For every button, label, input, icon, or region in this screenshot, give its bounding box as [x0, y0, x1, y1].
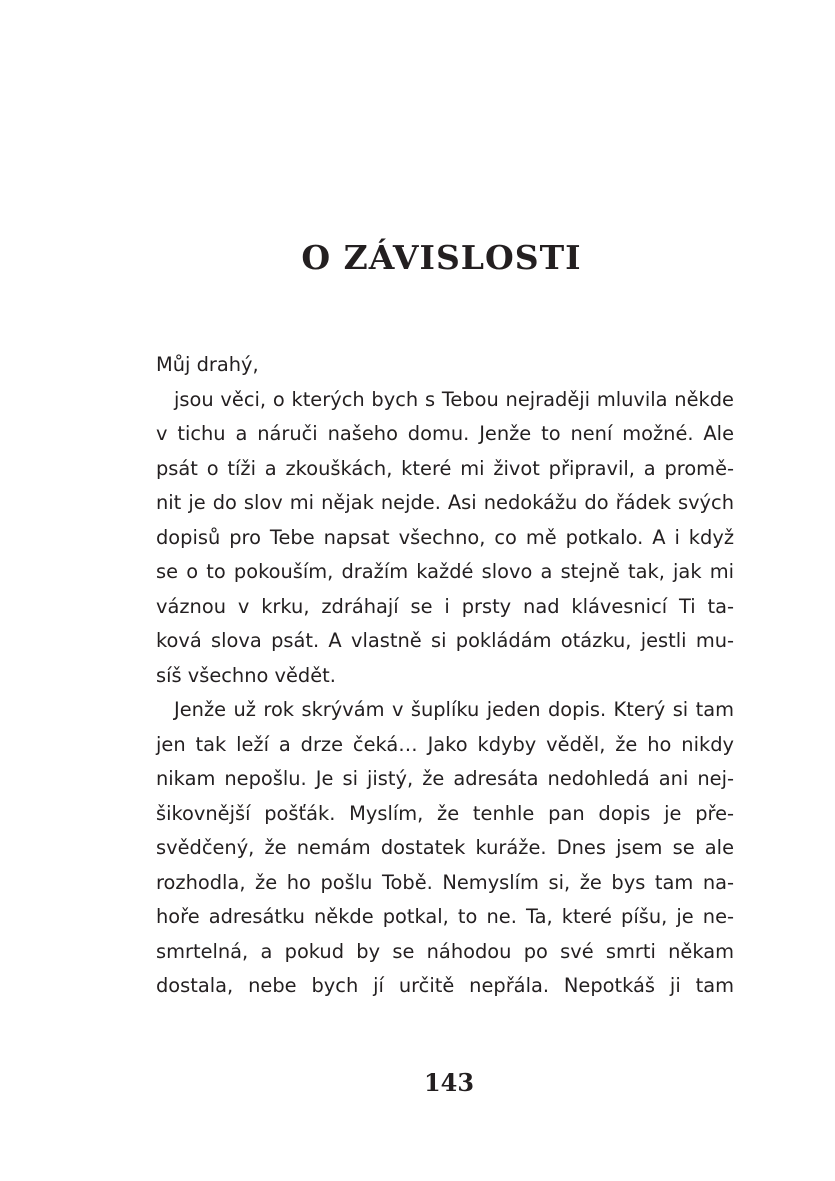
text-line: jsou věci, o kterých bych s Tebou nejraději mluvila někde [174, 387, 734, 411]
text-line: hoře adresátku někde potkal, to ne. Ta, které píšu, je ne- [156, 905, 734, 928]
text-line: nikam nepošlu. Je si jistý, že adresáta nedohledá ani nej- [156, 767, 734, 790]
text-line: svědčený, že nemám dostatek kuráže. Dnes jsem se ale [156, 836, 734, 859]
text-line: ková slova psát. A vlastně si pokládám otázku, jestli mu- [156, 629, 734, 652]
text-line: Jenže už rok skrývám v šuplíku jeden dopis. Který si tam [174, 698, 734, 721]
text-line: váznou v krku, zdráhají se i prsty nad klávesnicí Ti ta- [156, 594, 734, 618]
text-line: smrtelná, a pokud by se náhodou po své smrti někam [156, 939, 734, 963]
chapter-title: O ZÁVISLOSTI [301, 238, 582, 277]
text-line: nit je do slov mi nějak nejde. Asi nedokážu do řádek svých [156, 491, 734, 514]
text-line: dostala, nebe bych jí určitě nepřála. Nepotkáš ji tam [156, 974, 734, 997]
page-number: 143 [423, 1068, 475, 1097]
text-line: jen tak leží a drze čeká… Jako kdyby věděl, že ho nikdy [156, 732, 734, 756]
text-line: síš všechno vědět. [156, 663, 336, 687]
text-line: šikovnější pošťák. Myslím, že tenhle pan dopis je pře- [156, 801, 734, 825]
text-line: rozhodla, že ho pošlu Tobě. Nemyslím si, že bys tam na- [156, 870, 734, 894]
salutation-line: Můj drahý, [156, 353, 259, 376]
text-line: dopisů pro Tebe napsat všechno, co mě potkalo. A i když [156, 525, 734, 549]
text-line: se o to pokouším, dražím každé slovo a stejně tak, jak mi [156, 560, 734, 583]
text-line: v tichu a náruči našeho domu. Jenže to není možné. Ale [156, 422, 734, 445]
text-line: psát o tíži a zkouškách, které mi život připravil, a promě- [156, 456, 734, 480]
letter-body [156, 348, 734, 1004]
